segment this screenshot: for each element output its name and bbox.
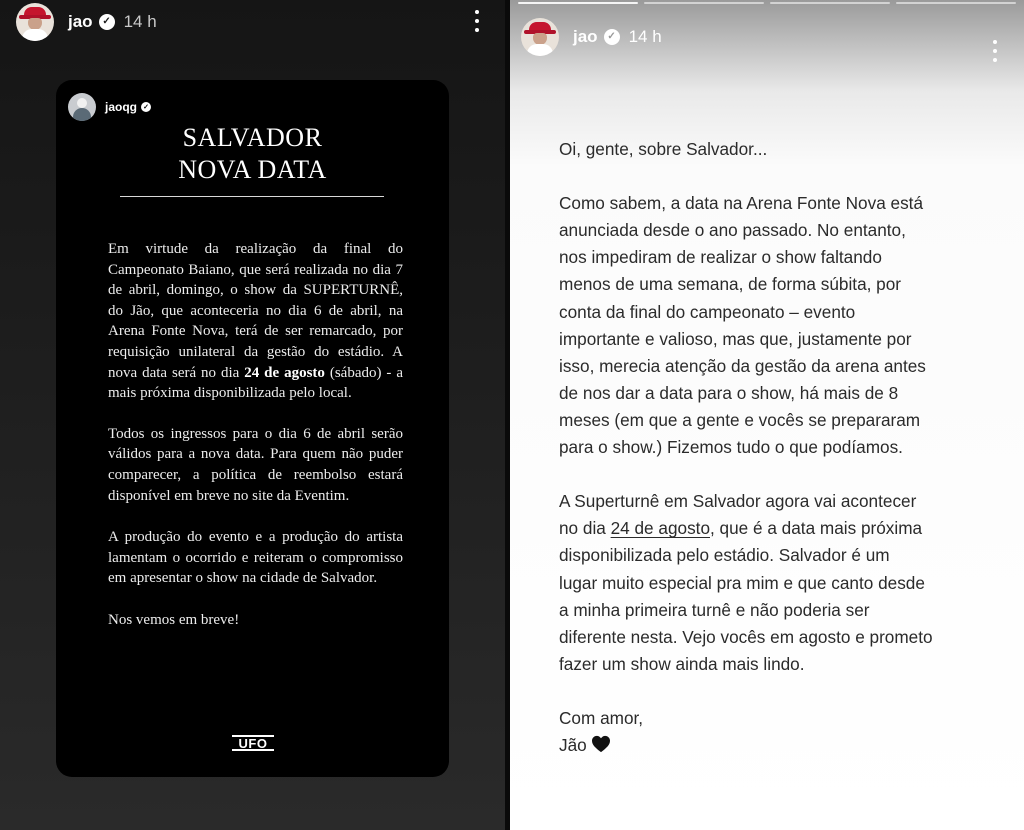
story-text (559, 136, 999, 759)
text-line: menos de uma semana, de forma súbita, por (559, 274, 902, 295)
story-progress-bar (518, 2, 1016, 4)
post-paragraph: Todos os ingressos para o dia 6 de abril serão válidos para a nova data. Para quem não puder comparecer, a política de reembolso estará disponível em breve no site da Eventim. (108, 425, 403, 504)
text-line: fazer um show ainda mais lindo. (559, 653, 805, 674)
post-avatar[interactable] (68, 93, 96, 121)
story-left[interactable] (0, 0, 505, 830)
text-line: meses (em que a gente e vocês se prepararam (559, 409, 921, 430)
text-line: Como sabem, a data na Arena Fonte Nova está (559, 193, 924, 214)
text-line: lugar muito especial pra mim e que canto desde (559, 572, 925, 593)
post-title-line1: SALVADOR (182, 123, 323, 152)
post-paragraph: Nos vemos em breve! (108, 611, 240, 628)
text-line: importante e valioso, mas que, justamente por (559, 328, 912, 349)
avatar[interactable] (16, 3, 54, 41)
progress-segment (770, 2, 890, 4)
timestamp: 14 h (628, 27, 662, 46)
shared-post-card[interactable] (56, 80, 449, 777)
story-header (0, 0, 505, 44)
date-underlined: 24 de agosto (610, 518, 710, 539)
highlighted-date: 24 de agosto (244, 364, 325, 381)
text-line: A Superturnê em Salvador agora vai acontecer (559, 491, 917, 512)
greeting-line: Oi, gente, sobre Salvador... (559, 139, 768, 159)
text-line: para o show.) Fizemos tudo o que podíamos. (559, 437, 903, 458)
progress-segment (644, 2, 764, 4)
post-paragraph: Em virtude da realização da final do Campeonato Baiano, que será realizada no dia 7 de abril, domingo, o show da SUPERTURNÊ, do Jão, que aconteceria no dia 6 de abril, na Arena Fonte Nova, terá de ser remarcado, por requisição unilateral da gestão do estádio. A nova data será no dia 24 de agosto (sábado) - a mais próxima disponibilizada pelo local. (108, 241, 403, 402)
text-line: no dia 24 de agosto, que é a data mais próxima (559, 518, 923, 539)
text-line: anunciada desde o ano passado. No entanto, (559, 220, 906, 241)
post-paragraph: A produção do evento e a produção do artista lamentam o ocorrido e reiteram o compromisso em apresentar o show na cidade de Salvador. (108, 529, 403, 587)
text-line: nos impediram de realizar o show faltando (559, 247, 882, 268)
more-options-icon[interactable] (467, 10, 487, 32)
username[interactable]: jao (573, 27, 598, 46)
more-options-icon[interactable] (985, 40, 1005, 62)
verified-badge-icon: ✓ (99, 14, 115, 30)
title-divider (120, 196, 384, 197)
story-header (510, 15, 1024, 59)
signoff: Com amor, (559, 707, 644, 728)
timestamp: 14 h (123, 12, 157, 31)
text-line: isso, merecia atenção da gestão da arena antes (559, 355, 926, 376)
text-line: diferente nesta. Vejo vocês em agosto e prometo (559, 626, 933, 647)
black-heart-icon (591, 735, 611, 753)
story-paragraph-2 (559, 488, 999, 678)
story-paragraph-1 (559, 190, 999, 461)
text-line: a minha primeira turnê e não poderia ser (559, 599, 870, 620)
signature-line (559, 732, 999, 759)
post-body (108, 239, 403, 631)
signature: Jão (559, 735, 587, 756)
progress-segment (896, 2, 1016, 4)
post-verified-badge-icon: ✓ (141, 102, 151, 112)
ufo-logo: UFO (232, 735, 274, 751)
story-right[interactable] (510, 0, 1024, 830)
post-title-line2: NOVA DATA (178, 155, 327, 184)
post-username[interactable]: jaoqg (105, 100, 137, 114)
verified-badge-icon: ✓ (604, 29, 620, 45)
post-header (68, 93, 151, 121)
progress-segment (518, 2, 638, 4)
text-line: disponibilizada pelo estádio. Salvador é um (559, 545, 890, 566)
username[interactable]: jao (68, 12, 93, 31)
text-line: de nos dar a data para o show, há mais de 8 (559, 382, 899, 403)
text-line: conta da final do campeonato – evento (559, 301, 856, 322)
avatar[interactable] (521, 18, 559, 56)
